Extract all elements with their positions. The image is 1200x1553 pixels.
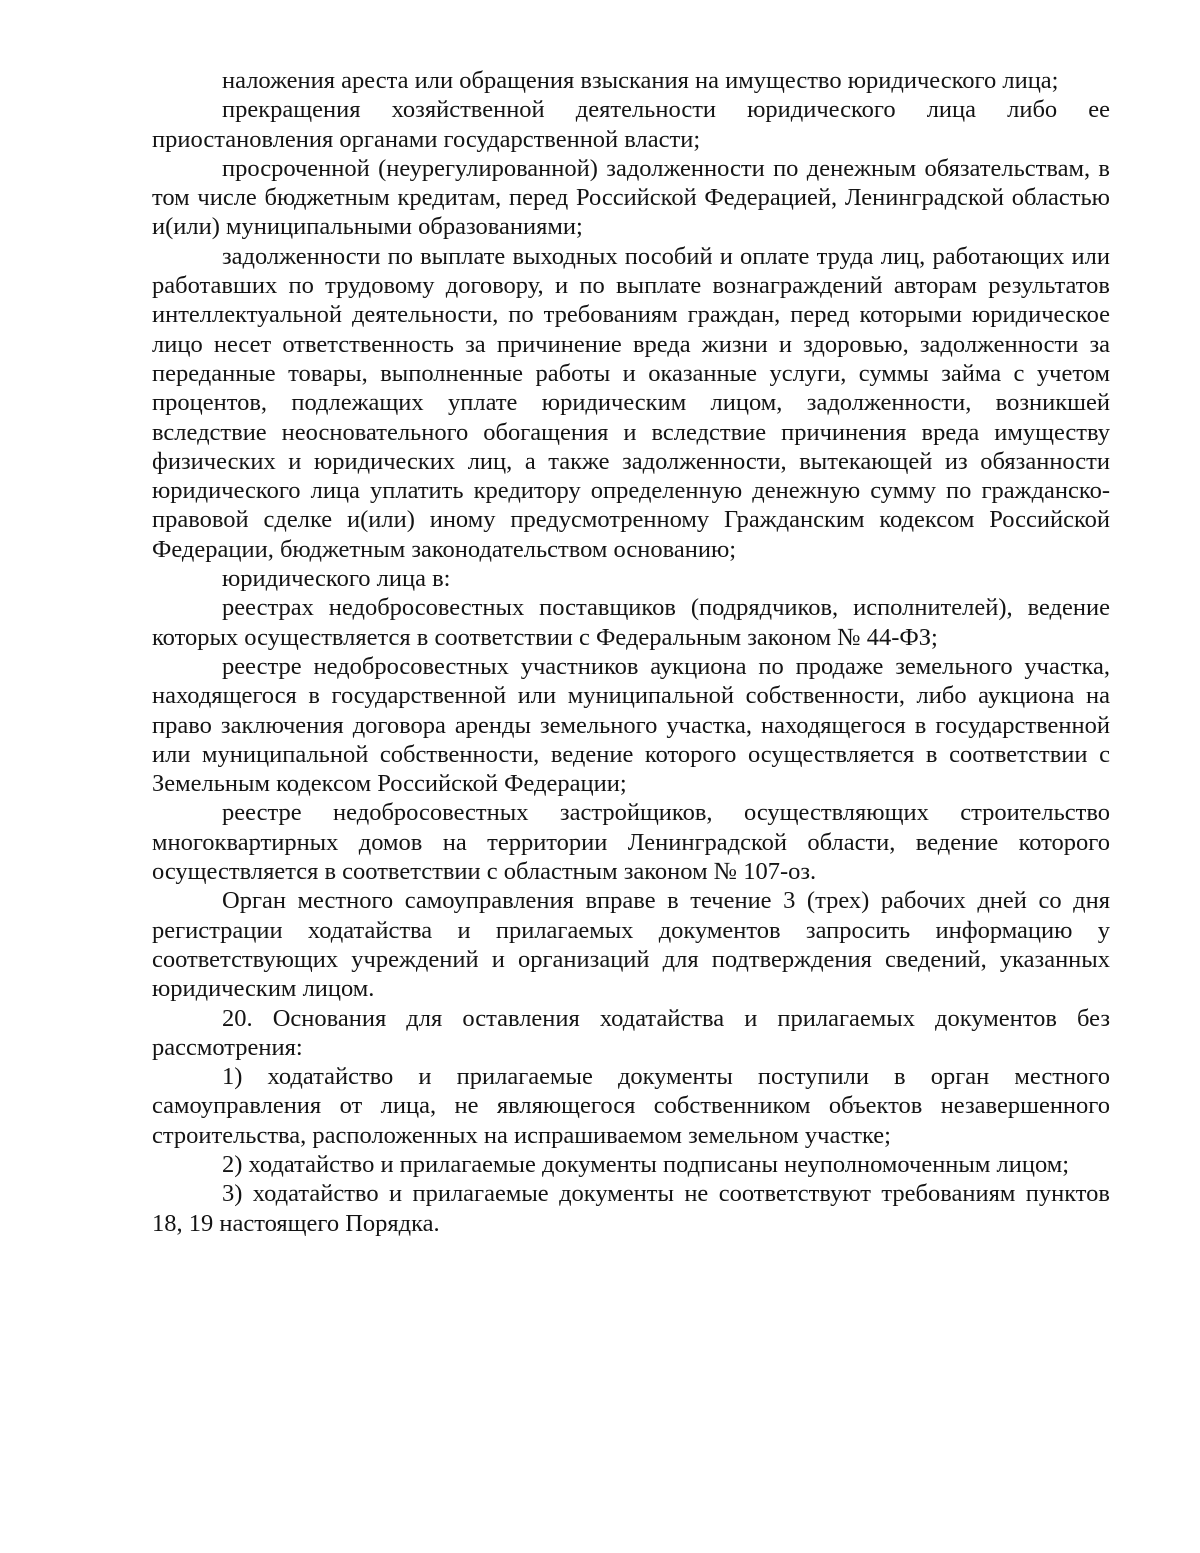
paragraph-overdue-debt: просроченной (неурегулированной) задолженности по денежным обязательствам, в том числе бюджетным кредитам, перед Российской Федерацией, Ленинградской областью и(или) муниципальными образованиями; xyxy=(152,154,1110,241)
paragraph-section-20: 20. Основания для оставления ходатайства и прилагаемых документов без рассмотрения: xyxy=(152,1004,1110,1061)
document-page xyxy=(152,66,1110,1238)
paragraph-local-authority-request: Орган местного самоуправления вправе в течение 3 (трех) рабочих дней со дня регистрации ходатайства и прилагаемых документов запросить информацию у соответствующих учреждений и организаций для подтверждения сведений, указанных юридическим лицом. xyxy=(152,887,1110,1003)
paragraph-item-2: 2) ходатайство и прилагаемые документы подписаны неуполномоченным лицом; xyxy=(222,1150,1070,1178)
paragraph-legal-entity-in: юридического лица в: xyxy=(222,565,451,593)
paragraph-item-3: 3) ходатайство и прилагаемые документы не соответствуют требованиям пунктов 18, 19 настоящего Порядка. xyxy=(152,1180,1110,1237)
paragraph-registry-developers: реестре недобросовестных застройщиков, осуществляющих строительство многоквартирных домов на территории Ленинградской области, ведение которого осуществляется в соответствии с областным законом № 107-оз. xyxy=(152,799,1110,886)
paragraph-registry-auction: реестре недобросовестных участников аукциона по продаже земельного участка, находящегося в государственной или муниципальной собственности, либо аукциона на право заключения договора аренды земельного участка, находящегося в государственной или муниципальной собственности, ведение которого осуществляется в соответствии с Земельным кодексом Российской Федерации; xyxy=(152,652,1110,798)
paragraph-termination: прекращения хозяйственной деятельности юридического лица либо ее приостановления органами государственной власти; xyxy=(152,96,1110,153)
paragraph-wage-debt: задолженности по выплате выходных пособий и оплате труда лиц, работающих или работавших по трудовому договору, и по выплате вознаграждений авторам результатов интеллектуальной деятельности, по требованиям граждан, перед которыми юридическое лицо несет ответственность за причинение вреда жизни и здоровью, задолженности за переданные товары, выполненные работы и оказанные услуги, суммы займа с учетом процентов, подлежащих уплате юридическим лицом, задолженности, возникшей вследствие неосновательного обогащения и вследствие причинения вреда имуществу физических и юридических лиц, а также задолженности, вытекающей из обязанности юридического лица уплатить кредитору определенную денежную сумму по гражданско-правовой сделке и(или) иному предусмотренному Гражданским кодексом Российской Федерации, бюджетным законодательством основанию; xyxy=(152,242,1110,563)
paragraph-item-1: 1) ходатайство и прилагаемые документы поступили в орган местного самоуправления от лица, не являющегося собственником объектов незавершенного строительства, расположенных на испрашиваемом земельном участке; xyxy=(152,1063,1110,1149)
paragraph-arrest: наложения ареста или обращения взыскания на имущество юридического лица; xyxy=(222,67,1059,94)
paragraph-registry-suppliers: реестрах недобросовестных поставщиков (подрядчиков, исполнителей), ведение которых осуществляется в соответствии с Федеральным законом № 44-ФЗ; xyxy=(152,594,1110,651)
